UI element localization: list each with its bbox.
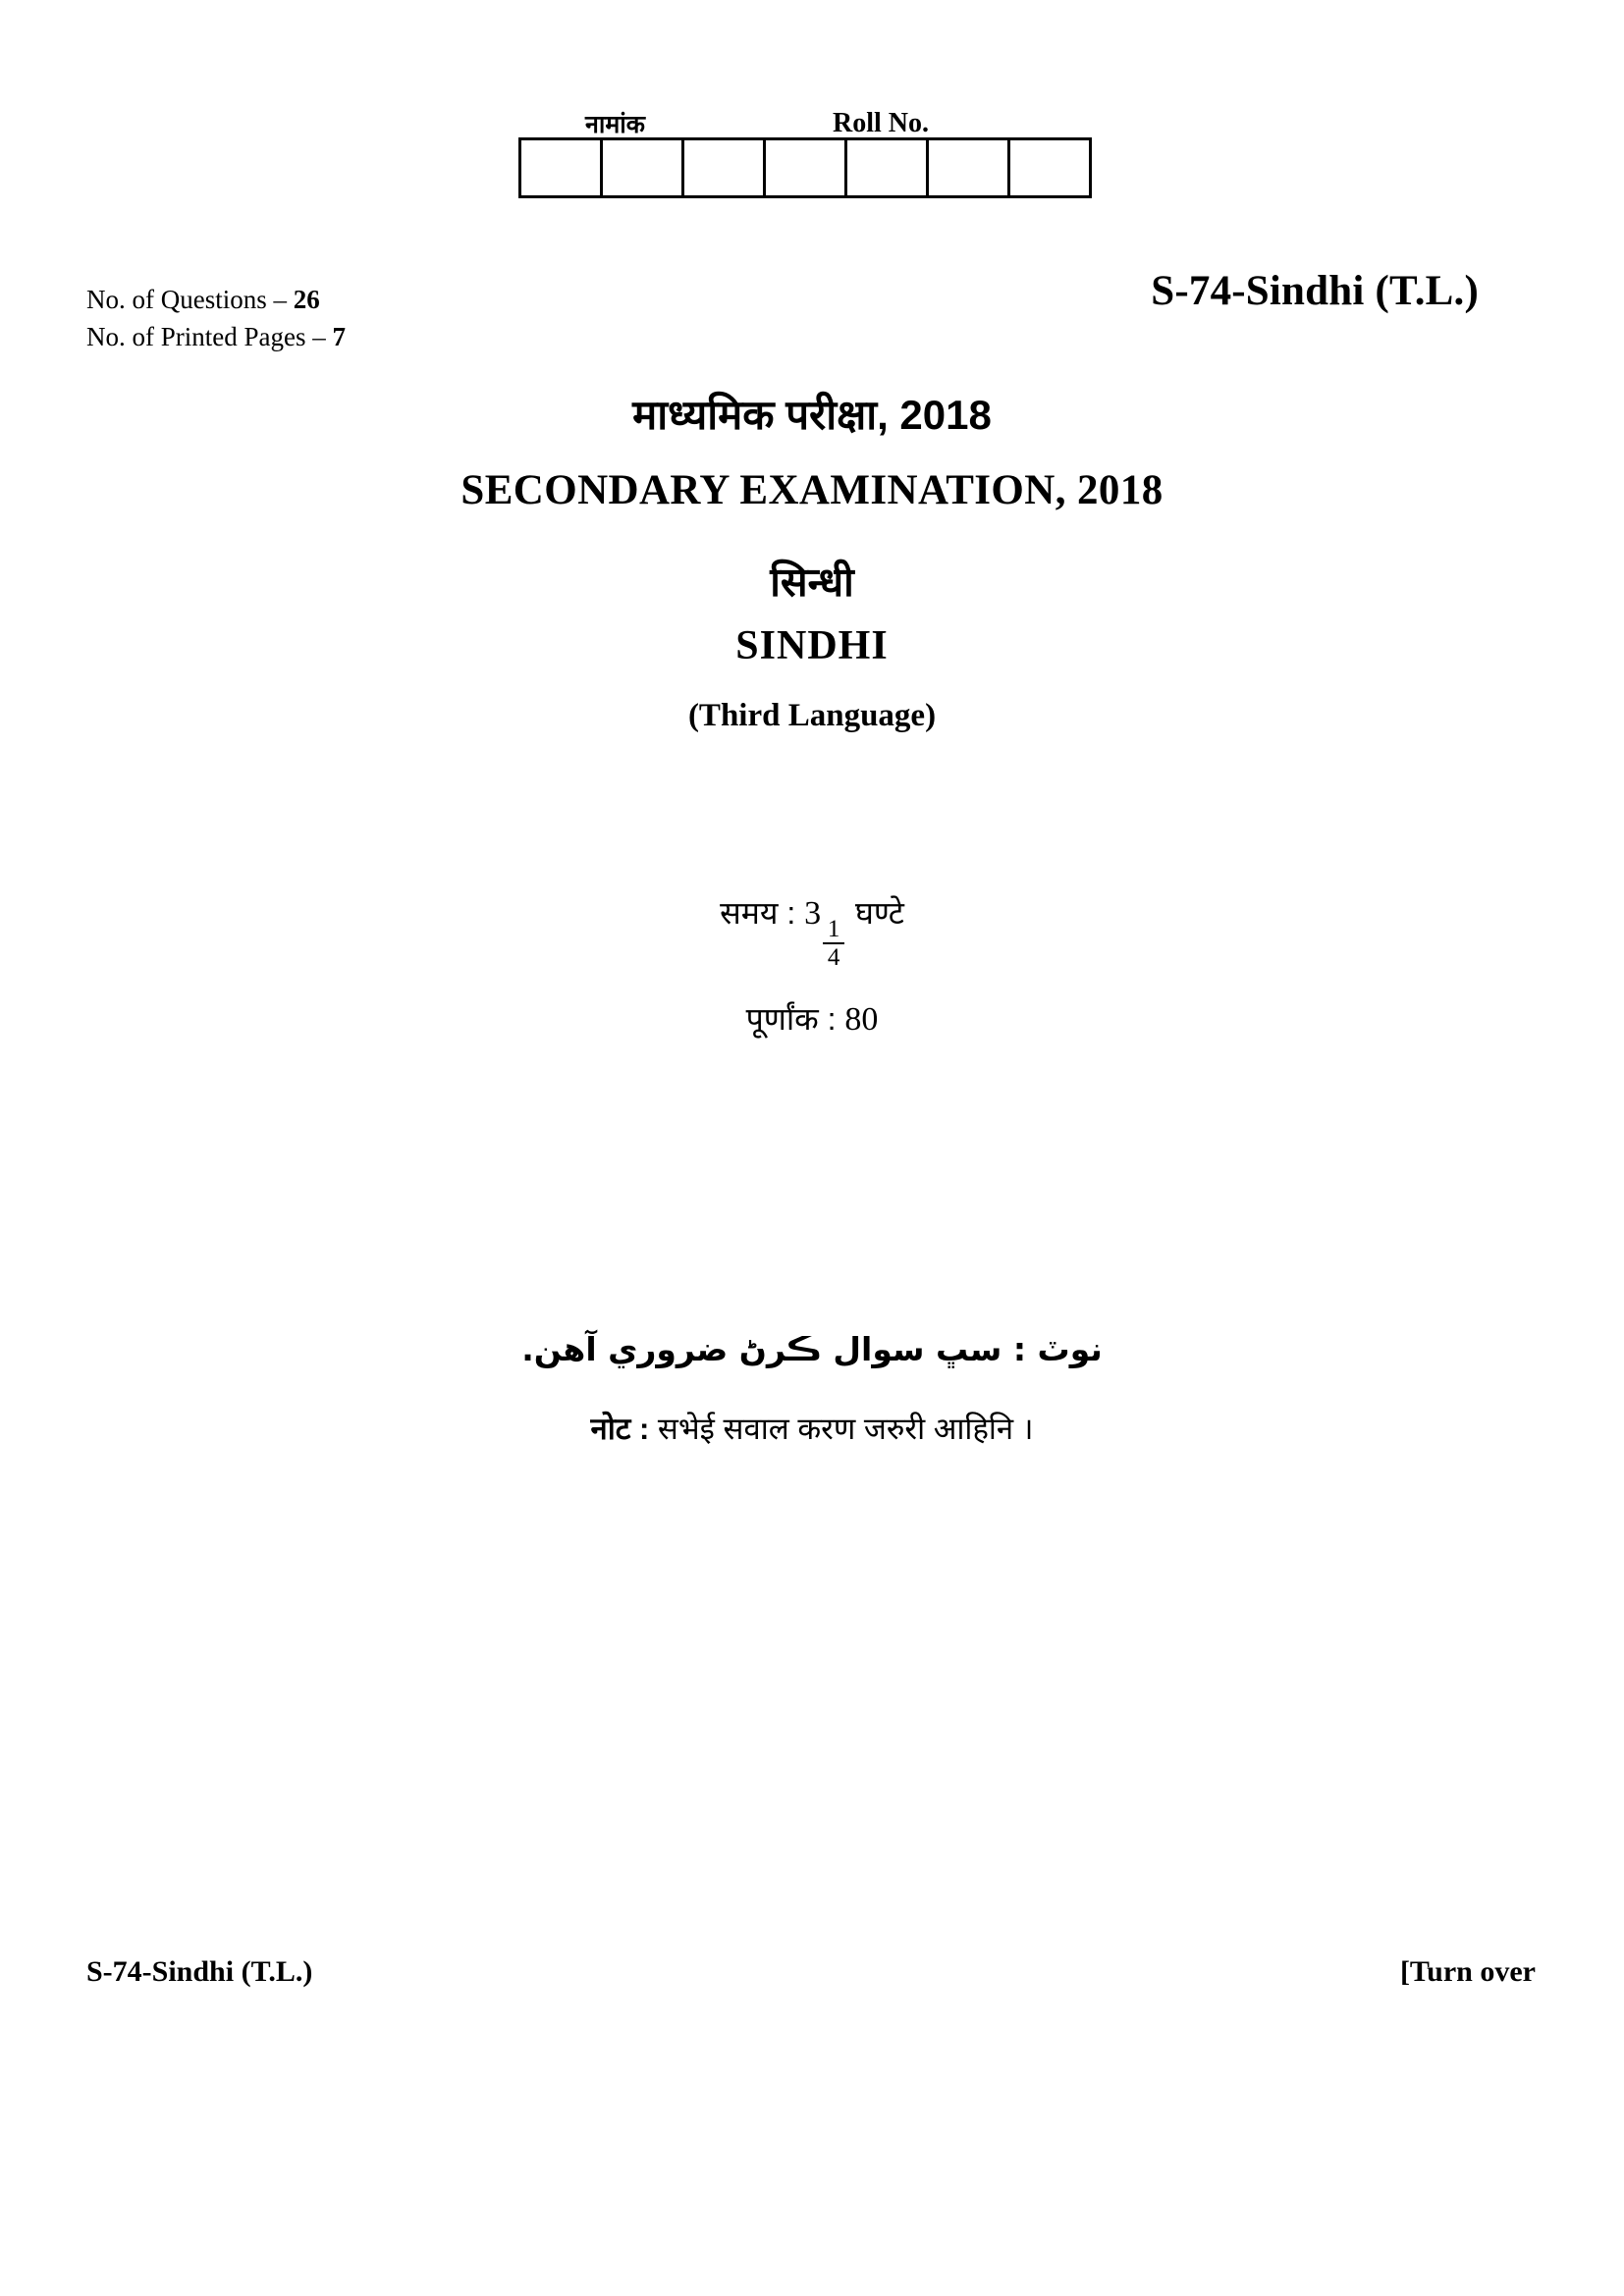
- maximum-marks-line: [0, 997, 1624, 1040]
- roll-number-cell[interactable]: [847, 140, 929, 195]
- note-hindi-text: सभेई सवाल करण जरुरी आहिनि ।: [657, 1412, 1034, 1446]
- roll-number-cell[interactable]: [929, 140, 1010, 195]
- roll-number-cell[interactable]: [603, 140, 684, 195]
- roll-number-grid[interactable]: [518, 137, 1092, 198]
- exam-title-english: SECONDARY EXAMINATION, 2018: [460, 467, 1164, 514]
- roll-number-labels: [518, 96, 1092, 137]
- maximum-marks-label: पूर्णांक :: [745, 1001, 845, 1038]
- time-and-marks-block: [0, 895, 1624, 1040]
- note-hindi: [0, 1408, 1624, 1450]
- roll-number-block: [518, 96, 1092, 198]
- roll-number-cell[interactable]: [684, 140, 766, 195]
- time-fraction-denominator: 4: [827, 944, 840, 972]
- title-block: [0, 391, 1624, 735]
- note-sindhi: نوٽ : سڀ سوال ڪرڻ ضروري آهن.: [521, 1330, 1103, 1368]
- time-unit: घण्टे: [846, 895, 904, 931]
- time-label: समय :: [720, 895, 805, 931]
- roll-number-label-english: Roll No.: [833, 108, 929, 138]
- printed-pages-value: 7: [332, 322, 346, 352]
- paper-code: S-74-Sindhi (T.L.): [1151, 268, 1479, 314]
- question-count-line: [86, 281, 346, 318]
- time-allowed-line: [0, 895, 1624, 970]
- footer-turn-over: [Turn over: [1399, 1955, 1536, 1988]
- time-whole-number: 3: [804, 895, 822, 932]
- time-fraction: [823, 917, 844, 970]
- roll-number-cell[interactable]: [766, 140, 847, 195]
- exam-title-hindi: माध्यमिक परीक्षा, 2018: [632, 392, 992, 438]
- subject-title-english: SINDHI: [735, 623, 889, 669]
- roll-number-label-hindi: नामांक: [585, 111, 645, 138]
- printed-pages-line: [86, 318, 346, 355]
- roll-number-cell[interactable]: [521, 140, 603, 195]
- roll-number-cell[interactable]: [1010, 140, 1092, 195]
- subject-title-hindi: सिन्धी: [770, 559, 854, 605]
- note-hindi-lead: नोट :: [590, 1412, 658, 1446]
- question-count-value: 26: [293, 285, 320, 314]
- question-count-label: No. of Questions –: [86, 285, 294, 314]
- time-fraction-numerator: 1: [827, 916, 840, 943]
- footer-paper-code: S-74-Sindhi (T.L.): [86, 1955, 313, 1988]
- paper-metadata: [86, 281, 346, 356]
- language-tier-label: (Third Language): [687, 697, 937, 733]
- printed-pages-label: No. of Printed Pages –: [86, 322, 333, 352]
- maximum-marks-value: 80: [844, 1001, 879, 1039]
